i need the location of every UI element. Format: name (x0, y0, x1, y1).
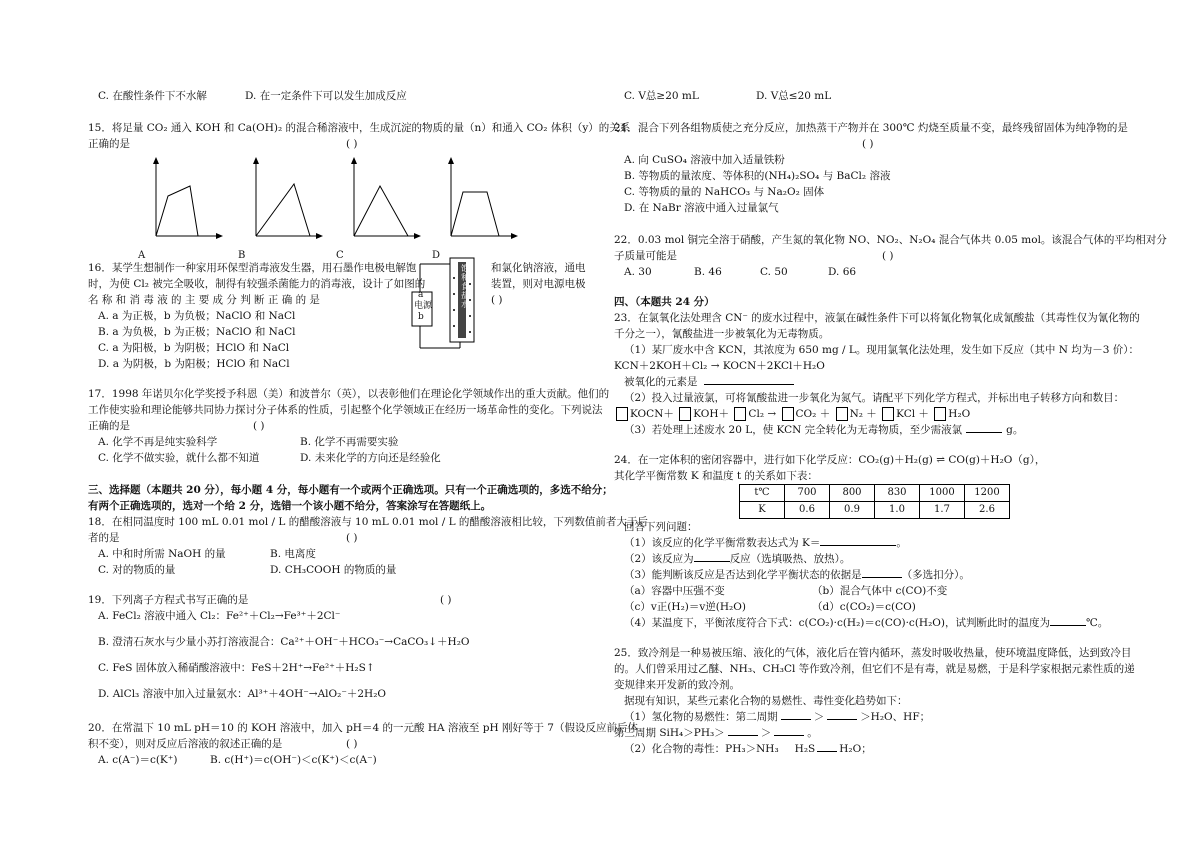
question-25-part-1: （1）氢化物的易燃性：第二周期 (624, 711, 778, 723)
question-15 (88, 120, 631, 266)
question-24-part-3-end: （多选扣分）。 (901, 569, 970, 581)
graph-label-b: B (238, 250, 246, 261)
question-22 (614, 232, 1167, 280)
option-c: C. 50 (760, 266, 788, 278)
question-16 (88, 260, 598, 372)
equation-term: KOH＋ (693, 408, 730, 420)
question-25-text: 25．致冷剂是一种易被压缩、液化的气体，液化后在管内循环，蒸发时吸收热量，使环境温度降低，达到致冷目 (614, 647, 1132, 659)
table-row (740, 485, 1010, 502)
power-source-label: 电源 (414, 301, 433, 311)
question-17-text: 17．1998 年诺贝尔化学奖授予科恩（美）和波普尔（英），以表彰他们在理论化学领域作出的重大贡献。他们的 (88, 388, 610, 400)
unit-label: g。 (1006, 424, 1024, 436)
table-cell: 1000 (920, 485, 965, 502)
question-23-part-1: （1）某厂废水中含 KCN，其浓度为 650 mg / L。现用氯氧化法处理，发生如下反应（其中 N 均为－3 价）： (624, 344, 1140, 356)
section-3-instructions: 三、选择题（本题共 20 分），每小题 4 分，每小题有一个或两个正确选项。只有一个正确选项的，多选不给分； (88, 484, 613, 496)
question-16-text-3: 名 称 和 消 毒 液 的 主 要 成 分 判 断 正 确 的 是 (88, 294, 320, 306)
question-25-text-2: 的。人们曾采用过乙醚、NH₃、CH₃Cl 等作致冷剂，但它们不是有毒，就是易燃，于是科学家根据元素性质的递 (614, 663, 1135, 675)
option-c: C. 对的物质的量 (98, 564, 176, 576)
question-24-part-1: （1）该反应的化学平衡常数表达式为 K＝ (624, 537, 821, 549)
compound-label: H₂O； (839, 743, 872, 755)
answer-paren: ( ) (491, 294, 503, 306)
question-17-text-3: 正确的是 (88, 420, 130, 432)
equation-term: KCl ＋ (896, 408, 929, 420)
question-18-text-2: 者的是 (88, 532, 120, 544)
table-cell: 0.6 (785, 502, 830, 519)
graph-c (344, 156, 424, 246)
question-16-text: 16．某学生想制作一种家用环保型消毒液发生器，用石墨作电极电解饱 (88, 262, 417, 274)
question-24-part-3: （3）能判断该反应是否达到化学平衡状态的依据是 (624, 569, 862, 581)
question-17 (88, 386, 610, 466)
coefficient-box[interactable] (616, 407, 628, 421)
graph-d (441, 156, 521, 246)
equation-term: N₂ ＋ (849, 408, 877, 420)
option-c: C. FeS 固体放入稀硝酸溶液中：FeS＋2H⁺→Fe²⁺＋H₂S↑ (98, 662, 375, 674)
question-25-part-2: （2）化合物的毒性：PH₃＞NH₃ (624, 743, 779, 755)
question-24-part-2: （2）该反应为 (624, 553, 694, 565)
question-17-text-2: 工作使实验和理论能够共同协力探讨分子体系的性质，引起整个化学领域正在经历一场革命性的变化。下列说法 (88, 404, 603, 416)
question-24-part-4: （4）某温度下，平衡浓度符合下式：c(CO₂)·c(H₂)＝c(CO)·c(H₂O)，试判断此时的温度为 (624, 617, 1050, 629)
section-3-instructions-2: 有两个正确选项的，选对一个给 2 分，选错一个该小题不给分，答案涂写在答题纸上。 (88, 500, 492, 512)
answer-blank[interactable] (1050, 625, 1086, 626)
answer-blank[interactable] (704, 384, 794, 385)
option-c: C. 化学不做实验，就什么都不知道 (98, 452, 260, 464)
option-d: D. 在一定条件下可以发生加成反应 (245, 90, 407, 102)
answer-blank[interactable] (827, 719, 857, 720)
option-b: B. 电离度 (270, 548, 316, 560)
question-25-part-1-end: ＞H₂O、HF； (860, 711, 931, 723)
equation-term: Cl₂ → (748, 408, 777, 420)
table-cell: 1.0 (875, 502, 920, 519)
choice-a: （a）容器中压强不变 (624, 585, 725, 597)
question-20-options-cd (614, 88, 1134, 104)
table-cell: 830 (875, 485, 920, 502)
question-23-part-3: （3）若处理上述废水 20 L，使 KCN 完全转化为无毒物质，至少需液氯 (624, 424, 963, 436)
answer-paren: ( ) (346, 138, 358, 150)
graph-label-c: C (336, 250, 344, 261)
section-4-header: 四、（本题共 24 分） (614, 296, 715, 308)
coefficient-box[interactable] (934, 407, 946, 421)
right-column (614, 88, 1167, 757)
option-b: B. 等物质的量浓度、等体积的(NH₄)₂SO₄ 与 BaCl₂ 溶液 (624, 170, 891, 182)
answer-paren: ( ) (346, 738, 358, 750)
comparison-symbol: ＞ (760, 727, 772, 739)
option-a: A. c(A⁻)＝c(K⁺) (98, 754, 178, 766)
option-d: D. V总≤20 mL (756, 90, 832, 102)
question-19-text: 19．下列离子方程式书写正确的是 (88, 594, 249, 606)
answer-paren: ( ) (253, 420, 265, 432)
question-24-part-2-end: 反应（选填吸热、放热）。 (729, 553, 851, 565)
option-a: A. 向 CuSO₄ 溶液中加入适量铁粉 (624, 154, 785, 166)
question-19 (88, 592, 598, 702)
unit-label: ℃。 (1085, 617, 1109, 629)
question-23 (614, 310, 1140, 438)
answer-blank[interactable] (774, 735, 804, 736)
question-20-text-2: 积不变），则对反应后溶液的叙述正确的是 (88, 738, 283, 750)
answer-blank[interactable] (781, 719, 811, 720)
question-21 (614, 120, 1134, 216)
option-a: A. 化学不再是纯实验科学 (98, 436, 218, 448)
question-20 (88, 720, 638, 768)
choice-c: （c）v正(H₂)＝v逆(H₂O) (624, 601, 746, 613)
cell-solution-label: 饱和食盐水 (461, 264, 469, 309)
question-24-text-2: 其化学平衡常数 K 和温度 t 的关系如下表： (614, 470, 818, 482)
option-d: D. AlCl₃ 溶液中加入过量氨水：Al³⁺＋4OH⁻→AlO₂⁻＋2H₂O (98, 688, 387, 700)
option-a: A. 中和时所需 NaOH 的量 (98, 548, 226, 560)
electrode-a-label: a (418, 290, 424, 300)
reaction-equation: KCN＋2KOH＋Cl₂ → KOCN＋2KCl＋H₂O (614, 360, 825, 372)
coefficient-box[interactable] (882, 407, 894, 421)
coefficient-box[interactable] (679, 407, 691, 421)
graph-options (88, 156, 598, 266)
section-3-header (88, 482, 613, 514)
choice-d: （d）c(CO₂)＝c(CO) (812, 601, 916, 613)
table-cell: 2.6 (965, 502, 1010, 519)
option-d: D. a 为阴极，b 为阳极；HClO 和 NaCl (98, 358, 290, 370)
answer-paren: ( ) (862, 138, 874, 150)
answer-paren: ( ) (440, 594, 452, 606)
option-a: A. FeCl₂ 溶液中通入 Cl₂：Fe²⁺＋Cl₂→Fe³⁺＋2Cl⁻ (98, 610, 341, 622)
equation-term: H₂O (948, 408, 971, 420)
option-d: D. 未来化学的方向还是经验化 (300, 452, 441, 464)
graph-b (246, 156, 326, 246)
table-cell: 1200 (965, 485, 1010, 502)
question-18 (88, 514, 648, 578)
question-23-part-2: （2）投入过量液氯，可将氰酸盐进一步氧化为氮气。请配平下列化学方程式，并标出电子转移方向和数目： (624, 392, 1125, 404)
answer-blank[interactable] (694, 561, 730, 562)
question-15-text-2: 正确的是 (88, 138, 130, 150)
balance-equation (614, 406, 1134, 422)
option-c: C. a 为阳极，b 为阴极；HClO 和 NaCl (98, 342, 290, 354)
question-16-text-2: 时，为使 Cl₂ 被完全吸收，制得有较强杀菌能力的消毒液，设计了如图的 (88, 278, 426, 290)
question-23-part-1-blank-label: 被氧化的元素是 (624, 376, 698, 388)
answer-paren: ( ) (882, 250, 894, 262)
option-b: B. a 为负极，b 为正极；NaClO 和 NaCl (98, 326, 296, 338)
question-15-text: 15．将足量 CO₂ 通入 KOH 和 Ca(OH)₂ 的混合稀溶液中，生成沉淀的物质的量（n）和通入 CO₂ 体积（y）的关系 (88, 122, 631, 134)
table-row (740, 502, 1010, 519)
question-22-text: 22．0.03 mol 铜完全溶于硝酸，产生氮的氧化物 NO、NO₂、N₂O₄ 混合气体共 0.05 mol。该混合气体的平均相对分 (614, 234, 1167, 246)
table-header: t℃ (740, 485, 785, 502)
option-b: B. c(H⁺)＝c(OH⁻)＜c(K⁺)＜c(A⁻) (210, 754, 377, 766)
question-24-text: 24．在一定体积的密闭容器中，进行如下化学反应：CO₂(g)＋H₂(g) ⇌ CO(g)＋H₂O（g）， (614, 454, 1046, 466)
table-cell: 700 (785, 485, 830, 502)
question-25-text-4: 据现有知识，某些元素化合物的易燃性、毒性变化趋势如下： (624, 695, 908, 707)
coefficient-box[interactable] (836, 407, 848, 421)
table-header: K (740, 502, 785, 519)
option-b: B. 46 (694, 266, 722, 278)
punctuation: 。 (807, 727, 818, 739)
question-16-text-right: 和氯化钠溶液，通电 (491, 262, 586, 274)
option-a: A. a 为正极，b 为负极；NaClO 和 NaCl (98, 310, 296, 322)
graph-label-d: D (432, 250, 441, 261)
question-24 (614, 452, 1134, 631)
option-c: C. V总≥20 mL (624, 90, 699, 102)
table-cell: 800 (830, 485, 875, 502)
question-23-text-2: 千分之一），氰酸盐进一步被氧化为无毒物质。 (614, 328, 830, 340)
answer-blank[interactable] (817, 751, 837, 752)
equation-term: CO₂ ＋ (795, 408, 831, 420)
option-a: A. 30 (624, 266, 652, 278)
question-18-text: 18．在相同温度时 100 mL 0.01 mol / L 的醋酸溶液与 10 mL 0.01 mol / L 的醋酸溶液相比较，下列数值前者大于后 (88, 516, 648, 528)
comparison-symbol: ＞ (813, 711, 825, 723)
option-d: D. 在 NaBr 溶液中通入过量氯气 (624, 202, 779, 214)
compound-label: H₂S (794, 743, 816, 755)
option-c: C. 在酸性条件下不水解 (98, 90, 207, 102)
question-14-options (88, 88, 598, 104)
coefficient-box[interactable] (782, 407, 794, 421)
graph-a (146, 156, 226, 246)
electrode-b-label: b (418, 312, 424, 322)
option-b: B. 澄清石灰水与少量小苏打溶液混合：Ca²⁺＋OH⁻＋HCO₃⁻→CaCO₃↓＋H₂O (98, 636, 470, 648)
graph-label-a: A (138, 250, 146, 261)
question-23-text: 23．在氯氧化法处理含 CN⁻ 的废水过程中，液氯在碱性条件下可以将氰化物氧化成氰酸盐（其毒性仅为氰化物的 (614, 312, 1140, 324)
option-d: D. 66 (828, 266, 857, 278)
choice-b: （b）混合气体中 c(CO)不变 (812, 585, 948, 597)
answer-blank[interactable] (820, 545, 896, 546)
question-22-text-2: 子质量可能是 (614, 250, 677, 262)
option-c: C. 等物质的量的 NaHCO₃ 与 Na₂O₂ 固体 (624, 186, 825, 198)
answer-blank[interactable] (728, 735, 758, 736)
coefficient-box[interactable] (734, 407, 746, 421)
question-25 (614, 645, 1134, 757)
answer-paren: ( ) (346, 532, 358, 544)
equilibrium-table (739, 484, 1010, 519)
question-25-text-3: 变规律来开发新的致冷剂。 (614, 679, 740, 691)
question-21-text: 21．混合下列各组物质使之充分反应，加热蒸干产物并在 300℃ 灼烧至质量不变，最终残留固体为纯净物的是 (614, 122, 1128, 134)
question-25-period-3: 第三周期 SiH₄＞PH₃＞ (614, 727, 725, 739)
option-d: D. CH₃COOH 的物质的量 (270, 564, 397, 576)
punctuation: 。 (896, 537, 907, 549)
question-20-text: 20．在常温下 10 mL pH＝10 的 KOH 溶液中，加入 pH＝4 的一元酸 HA 溶液至 pH 刚好等于 7（假设反应前后体 (88, 722, 638, 734)
option-b: B. 化学不再需要实验 (300, 436, 399, 448)
answer-blank[interactable] (966, 432, 1002, 433)
answer-blank[interactable] (862, 577, 902, 578)
question-24-prompt: 回答下列问题： (624, 521, 698, 533)
table-cell: 1.7 (920, 502, 965, 519)
equation-term: KOCN＋ (630, 408, 674, 420)
question-16-text-right-2: 装置，则对电源电极 (491, 278, 586, 290)
table-cell: 0.9 (830, 502, 875, 519)
